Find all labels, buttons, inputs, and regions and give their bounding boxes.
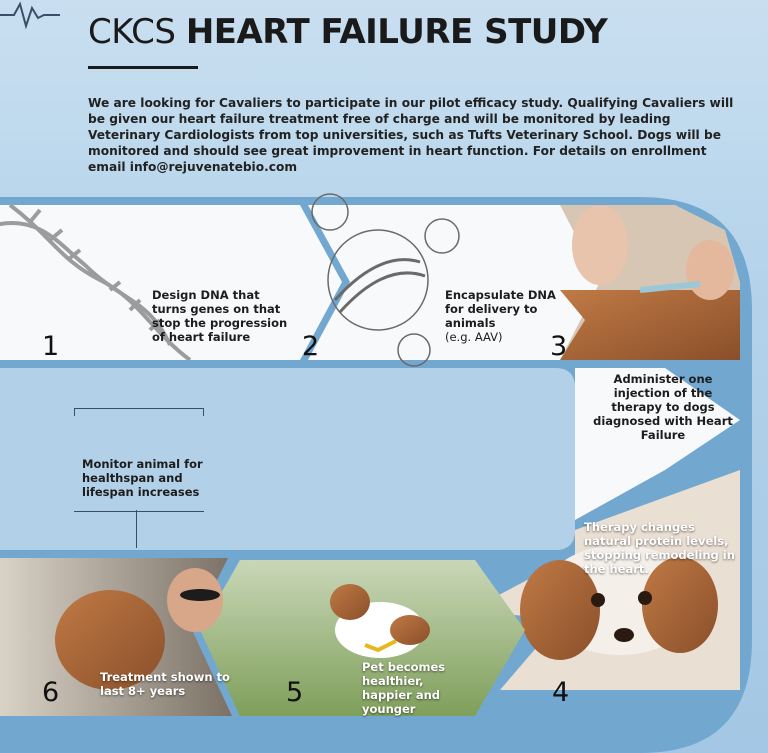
step-2-main: Encapsulate DNA for delivery to animals [445, 288, 556, 330]
step-2-text [445, 288, 565, 344]
heartbeat-pulse-icon [0, 0, 60, 30]
monitor-box [74, 408, 204, 512]
step-5-number: 5 [286, 677, 304, 708]
monitor-text: Monitor animal for healthspan and lifespan increases [82, 457, 203, 499]
title-bold: HEART FAILURE STUDY [185, 12, 608, 52]
step-1-number: 1 [42, 331, 60, 362]
step-4-number: 4 [552, 677, 570, 708]
step-6-number: 6 [42, 677, 60, 708]
step-3-text: Administer one injection of the therapy to dogs diagnosed with Heart Failure [593, 372, 733, 442]
step-4-text: Therapy changes natural protein levels, stopping remodeling in the heart. [584, 520, 735, 576]
intro-paragraph: We are looking for Cavaliers to participate in our pilot efficacy study. Qualifying Cavaliers will be given our heart failure treatment free of charge and will be monitored by leading Veterinary Cardiologists from top universities, such as Tufts Veterinary School. Dogs will be monitored and should see great improvement in heart function. For details on enrollment email info@rejuvenatebio.com [88, 96, 734, 174]
step-6-text: Treatment shown to last 8+ years [100, 670, 230, 698]
step-2-note: (e.g. AAV) [445, 330, 503, 344]
title-light: CKCS [88, 12, 176, 52]
step-5-text: Pet becomes healthier, happier and younger [362, 660, 446, 716]
step-3-number: 3 [550, 331, 568, 362]
step-1-text: Design DNA that turns genes on that stop the progression of heart failure [152, 288, 288, 344]
step-2-number: 2 [302, 331, 320, 362]
monitor-connector-line [136, 510, 137, 548]
